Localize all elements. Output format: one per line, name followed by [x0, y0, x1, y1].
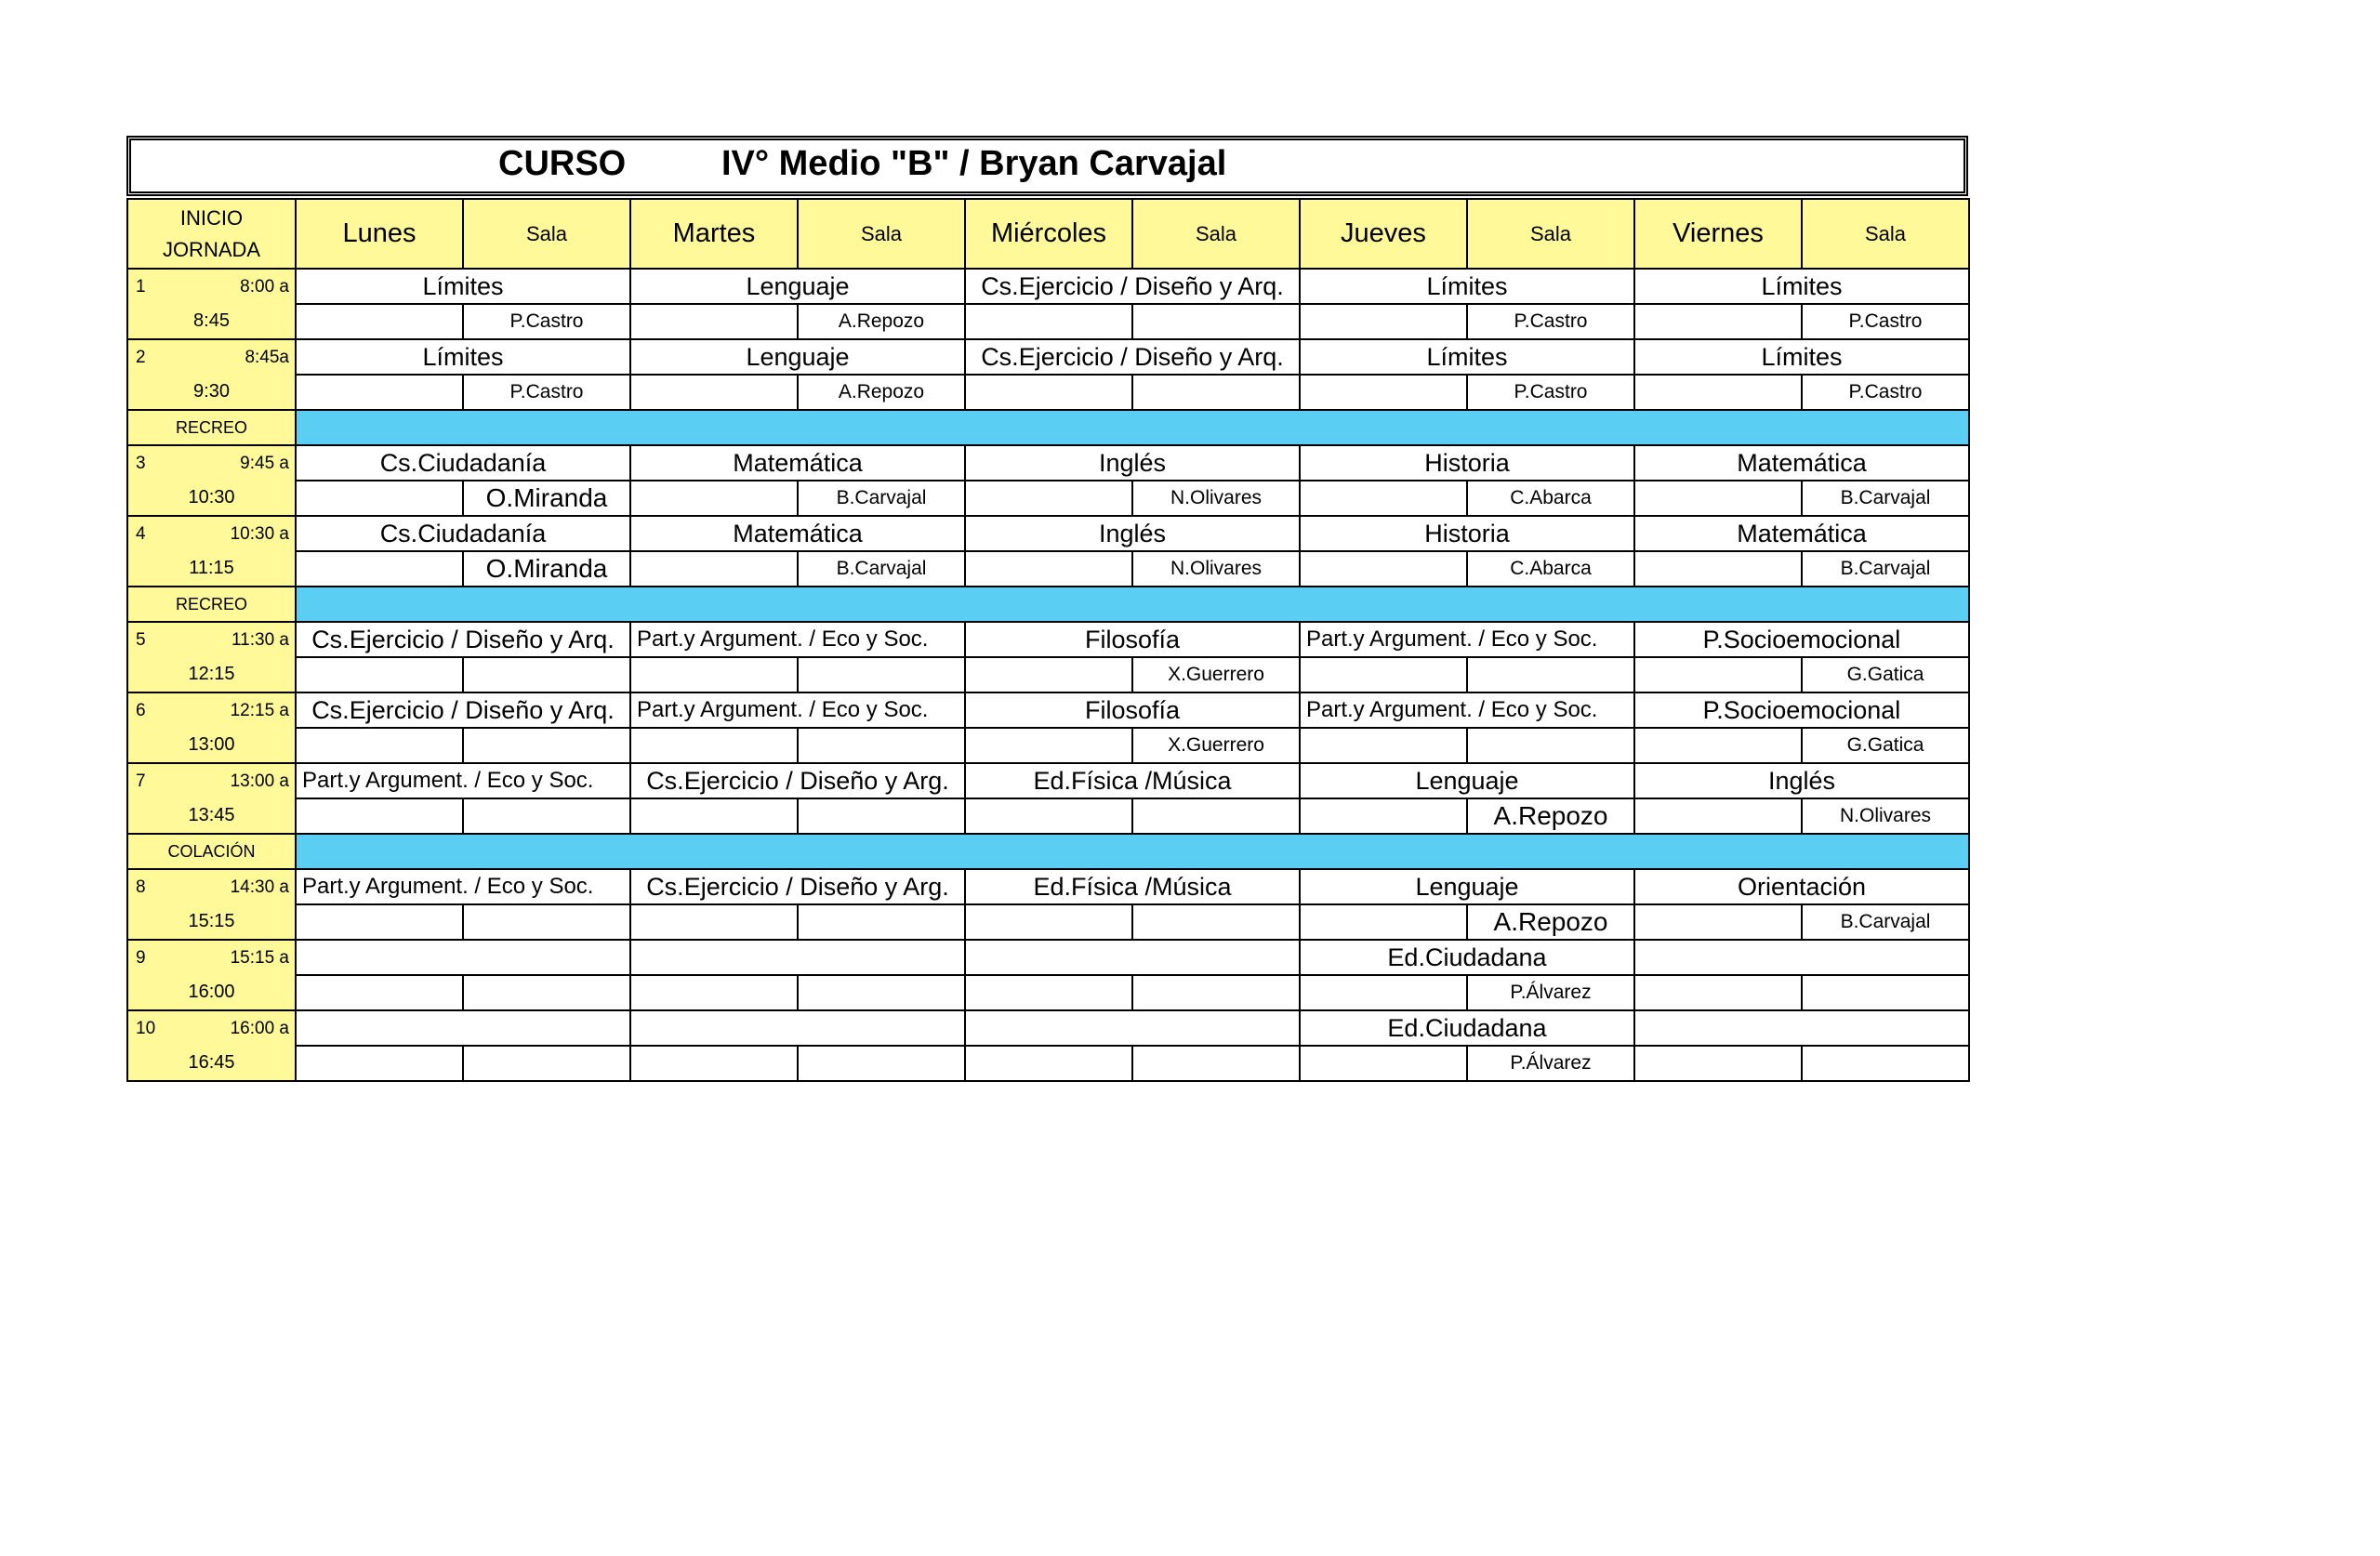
- blank-cell: [965, 375, 1132, 410]
- subject-cell: Ed.Ciudadana: [1300, 940, 1634, 975]
- blank-cell: [630, 481, 798, 516]
- day-header-lunes: Lunes: [296, 199, 463, 269]
- blank-cell: [630, 728, 798, 763]
- time-slot-cell: [127, 445, 296, 516]
- blank-cell: [296, 728, 463, 763]
- subject-cell: [630, 1010, 965, 1046]
- blank-cell: [1634, 551, 1802, 587]
- slot-start-time: 9:45 a: [240, 454, 289, 473]
- blank-cell: [965, 1046, 1132, 1081]
- teacher-cell: [463, 798, 630, 834]
- break-row: [127, 834, 1969, 869]
- slot-row: [127, 763, 1969, 798]
- slot-row: [127, 339, 1969, 375]
- break-row: [127, 587, 1969, 622]
- teacher-cell: [798, 1046, 965, 1081]
- blank-cell: [630, 551, 798, 587]
- blank-cell: [965, 657, 1132, 692]
- schedule-sheet: [126, 136, 1968, 1082]
- teacher-cell: [1132, 904, 1300, 940]
- slot-start-time: 12:15 a: [230, 701, 289, 720]
- slot-row: [127, 692, 1969, 728]
- slot-end-time: 8:45: [193, 310, 230, 331]
- break-bar: [296, 587, 1969, 622]
- teacher-cell: [1467, 657, 1634, 692]
- slot-end-time: 12:15: [188, 664, 235, 684]
- teacher-cell: [463, 657, 630, 692]
- teacher-cell: X.Guerrero: [1132, 728, 1300, 763]
- teacher-cell: P.Álvarez: [1467, 975, 1634, 1010]
- time-slot-cell: [127, 269, 296, 339]
- subject-cell: Lenguaje: [630, 269, 965, 304]
- time-slot-cell: [127, 1010, 296, 1081]
- subject-cell: Inglés: [965, 516, 1300, 551]
- subject-cell: Límites: [1634, 339, 1969, 375]
- teacher-cell: [798, 975, 965, 1010]
- subject-cell: Límites: [1300, 269, 1634, 304]
- blank-cell: [630, 1046, 798, 1081]
- schedule-table: [126, 198, 1970, 1082]
- blank-cell: [965, 975, 1132, 1010]
- subject-cell: Part.y Argument. / Eco y Soc.: [630, 622, 965, 657]
- time-slot-cell: [127, 516, 296, 587]
- teacher-cell: P.Castro: [463, 375, 630, 410]
- subject-cell: P.Socioemocional: [1634, 622, 1969, 657]
- slot-row: [127, 940, 1969, 975]
- teacher-cell: [1467, 728, 1634, 763]
- teacher-cell: P.Álvarez: [1467, 1046, 1634, 1081]
- blank-cell: [1634, 1046, 1802, 1081]
- subject-cell: Cs.Ejercicio / Diseño y Arg.: [630, 763, 965, 798]
- sala-header: Sala: [798, 199, 965, 269]
- day-header-miercoles: Miércoles: [965, 199, 1132, 269]
- teacher-cell: N.Olivares: [1802, 798, 1969, 834]
- break-label: COLACIÓN: [127, 834, 296, 869]
- teacher-cell: P.Castro: [1467, 375, 1634, 410]
- teacher-cell: [798, 798, 965, 834]
- blank-cell: [1634, 728, 1802, 763]
- time-slot-cell: [127, 339, 296, 410]
- subject-cell: Ed.Física /Música: [965, 763, 1300, 798]
- break-row: [127, 410, 1969, 445]
- break-bar: [296, 834, 1969, 869]
- break-bar: [296, 410, 1969, 445]
- blank-cell: [1634, 904, 1802, 940]
- slot-start-time: 10:30 a: [230, 524, 289, 544]
- slot-row: [127, 1010, 1969, 1046]
- subject-cell: Historia: [1300, 516, 1634, 551]
- slot-row: [127, 269, 1969, 304]
- day-header-jueves: Jueves: [1300, 199, 1467, 269]
- teacher-cell: B.Carvajal: [798, 551, 965, 587]
- header-row: [127, 199, 1969, 269]
- blank-cell: [965, 304, 1132, 339]
- title-box: [126, 136, 1968, 196]
- subject-cell: [965, 940, 1300, 975]
- subject-cell: [630, 940, 965, 975]
- teacher-cell: [463, 904, 630, 940]
- jornada-label: JORNADA: [162, 237, 261, 261]
- slot-number: 4: [136, 524, 146, 544]
- slot-number: 9: [136, 948, 146, 968]
- subject-cell: [1634, 940, 1969, 975]
- subject-cell: Límites: [1634, 269, 1969, 304]
- sala-header: Sala: [463, 199, 630, 269]
- subject-cell: Cs.Ejercicio / Diseño y Arq.: [296, 692, 630, 728]
- teacher-cell: [1802, 1046, 1969, 1081]
- blank-cell: [630, 657, 798, 692]
- slot-row: [127, 445, 1969, 481]
- blank-cell: [296, 904, 463, 940]
- time-slot-cell: [127, 763, 296, 834]
- teacher-cell: A.Repozo: [798, 375, 965, 410]
- subject-cell: Filosofía: [965, 692, 1300, 728]
- slot-number: 3: [136, 454, 146, 473]
- subject-cell: Historia: [1300, 445, 1634, 481]
- teacher-cell: P.Castro: [1467, 304, 1634, 339]
- slot-number: 1: [136, 277, 146, 297]
- blank-cell: [1634, 975, 1802, 1010]
- blank-cell: [1300, 551, 1467, 587]
- teacher-cell: G.Gatica: [1802, 657, 1969, 692]
- teacher-cell: X.Guerrero: [1132, 657, 1300, 692]
- slot-number: 5: [136, 630, 146, 650]
- slot-number: 2: [136, 348, 146, 367]
- subject-cell: Matemática: [630, 516, 965, 551]
- subject-cell: [965, 1010, 1300, 1046]
- teacher-cell: A.Repozo: [798, 304, 965, 339]
- slot-prof-row: [127, 798, 1969, 834]
- subject-cell: Cs.Ejercicio / Diseño y Arg.: [630, 869, 965, 904]
- teacher-cell: [1132, 975, 1300, 1010]
- subject-cell: P.Socioemocional: [1634, 692, 1969, 728]
- blank-cell: [1300, 904, 1467, 940]
- teacher-cell: P.Castro: [1802, 304, 1969, 339]
- course-title: IV° Medio "B" / Bryan Carvajal: [721, 144, 1227, 183]
- slot-prof-row: [127, 481, 1969, 516]
- blank-cell: [630, 798, 798, 834]
- teacher-cell: [1132, 375, 1300, 410]
- slot-prof-row: [127, 1046, 1969, 1081]
- blank-cell: [630, 304, 798, 339]
- slot-end-time: 15:15: [188, 911, 235, 931]
- time-slot-cell: [127, 622, 296, 692]
- time-slot-cell: [127, 940, 296, 1010]
- slot-prof-row: [127, 657, 1969, 692]
- subject-cell: Límites: [296, 269, 630, 304]
- slot-end-time: 9:30: [193, 381, 230, 402]
- subject-cell: Part.y Argument. / Eco y Soc.: [296, 869, 630, 904]
- subject-cell: Part.y Argument. / Eco y Soc.: [1300, 622, 1634, 657]
- subject-cell: [1634, 1010, 1969, 1046]
- slot-prof-row: [127, 551, 1969, 587]
- blank-cell: [1300, 975, 1467, 1010]
- blank-cell: [1300, 728, 1467, 763]
- slot-prof-row: [127, 728, 1969, 763]
- teacher-cell: [463, 728, 630, 763]
- teacher-cell: B.Carvajal: [1802, 481, 1969, 516]
- slot-row: [127, 622, 1969, 657]
- blank-cell: [1300, 1046, 1467, 1081]
- teacher-cell: [798, 904, 965, 940]
- blank-cell: [296, 657, 463, 692]
- slot-end-time: 11:15: [189, 558, 234, 578]
- teacher-cell: P.Castro: [463, 304, 630, 339]
- slot-row: [127, 869, 1969, 904]
- teacher-cell: G.Gatica: [1802, 728, 1969, 763]
- subject-cell: Límites: [296, 339, 630, 375]
- blank-cell: [296, 1046, 463, 1081]
- subject-cell: Límites: [1300, 339, 1634, 375]
- blank-cell: [1634, 798, 1802, 834]
- blank-cell: [296, 551, 463, 587]
- blank-cell: [296, 375, 463, 410]
- blank-cell: [965, 904, 1132, 940]
- blank-cell: [296, 798, 463, 834]
- slot-start-time: 15:15 a: [230, 948, 289, 968]
- slot-end-time: 10:30: [188, 487, 235, 508]
- teacher-cell: [463, 1046, 630, 1081]
- subject-cell: Cs.Ejercicio / Diseño y Arq.: [296, 622, 630, 657]
- time-slot-cell: [127, 692, 296, 763]
- teacher-cell: C.Abarca: [1467, 481, 1634, 516]
- subject-cell: Matemática: [1634, 516, 1969, 551]
- teacher-cell: B.Carvajal: [798, 481, 965, 516]
- teacher-cell: [798, 728, 965, 763]
- slot-number: 8: [136, 877, 146, 897]
- subject-cell: Cs.Ciudadanía: [296, 445, 630, 481]
- subject-cell: Filosofía: [965, 622, 1300, 657]
- blank-cell: [965, 798, 1132, 834]
- blank-cell: [1300, 375, 1467, 410]
- blank-cell: [630, 375, 798, 410]
- blank-cell: [1300, 481, 1467, 516]
- subject-cell: Orientación: [1634, 869, 1969, 904]
- blank-cell: [630, 975, 798, 1010]
- teacher-cell: O.Miranda: [463, 551, 630, 587]
- blank-cell: [296, 481, 463, 516]
- slot-number: 7: [136, 771, 146, 791]
- slot-end-time: 16:45: [188, 1052, 235, 1073]
- blank-cell: [1634, 657, 1802, 692]
- teacher-cell: B.Carvajal: [1802, 904, 1969, 940]
- subject-cell: [296, 1010, 630, 1046]
- time-slot-cell: [127, 869, 296, 940]
- break-label: RECREO: [127, 587, 296, 622]
- blank-cell: [1300, 798, 1467, 834]
- subject-cell: [296, 940, 630, 975]
- title-label: CURSO: [498, 144, 627, 183]
- slot-end-time: 16:00: [188, 982, 235, 1002]
- slot-start-time: 16:00 a: [230, 1019, 289, 1038]
- slot-end-time: 13:45: [188, 805, 235, 825]
- blank-cell: [296, 975, 463, 1010]
- blank-cell: [1300, 304, 1467, 339]
- inicio-label: INICIO: [179, 205, 244, 230]
- blank-cell: [965, 481, 1132, 516]
- slot-start-time: 8:45a: [245, 348, 289, 367]
- sala-header: Sala: [1132, 199, 1300, 269]
- teacher-cell: [1132, 798, 1300, 834]
- subject-cell: Cs.Ciudadanía: [296, 516, 630, 551]
- teacher-cell: N.Olivares: [1132, 551, 1300, 587]
- blank-cell: [965, 551, 1132, 587]
- slot-prof-row: [127, 975, 1969, 1010]
- slot-start-time: 13:00 a: [230, 771, 289, 791]
- day-header-viernes: Viernes: [1634, 199, 1802, 269]
- subject-cell: Ed.Física /Música: [965, 869, 1300, 904]
- blank-cell: [1634, 481, 1802, 516]
- teacher-cell: A.Repozo: [1467, 904, 1634, 940]
- teacher-cell: A.Repozo: [1467, 798, 1634, 834]
- slot-end-time: 13:00: [188, 734, 235, 755]
- slot-number: 6: [136, 701, 146, 720]
- sala-header: Sala: [1802, 199, 1969, 269]
- slot-prof-row: [127, 375, 1969, 410]
- subject-cell: Lenguaje: [1300, 763, 1634, 798]
- subject-cell: Lenguaje: [630, 339, 965, 375]
- subject-cell: Part.y Argument. / Eco y Soc.: [1300, 692, 1634, 728]
- blank-cell: [965, 728, 1132, 763]
- teacher-cell: [1132, 1046, 1300, 1081]
- teacher-cell: O.Miranda: [463, 481, 630, 516]
- inicio-jornada-header: [127, 199, 296, 269]
- slot-start-time: 11:30 a: [231, 630, 289, 650]
- teacher-cell: [463, 975, 630, 1010]
- subject-cell: Cs.Ejercicio / Diseño y Arq.: [965, 269, 1300, 304]
- subject-cell: Ed.Ciudadana: [1300, 1010, 1634, 1046]
- subject-cell: Matemática: [1634, 445, 1969, 481]
- teacher-cell: [1802, 975, 1969, 1010]
- teacher-cell: N.Olivares: [1132, 481, 1300, 516]
- blank-cell: [1300, 657, 1467, 692]
- subject-cell: Cs.Ejercicio / Diseño y Arq.: [965, 339, 1300, 375]
- blank-cell: [296, 304, 463, 339]
- blank-cell: [1634, 304, 1802, 339]
- subject-cell: Part.y Argument. / Eco y Soc.: [630, 692, 965, 728]
- blank-cell: [630, 904, 798, 940]
- slot-prof-row: [127, 904, 1969, 940]
- teacher-cell: [798, 657, 965, 692]
- teacher-cell: B.Carvajal: [1802, 551, 1969, 587]
- slot-start-time: 14:30 a: [230, 877, 289, 897]
- slot-row: [127, 516, 1969, 551]
- slot-start-time: 8:00 a: [240, 277, 289, 297]
- slot-prof-row: [127, 304, 1969, 339]
- subject-cell: Matemática: [630, 445, 965, 481]
- teacher-cell: C.Abarca: [1467, 551, 1634, 587]
- day-header-martes: Martes: [630, 199, 798, 269]
- teacher-cell: P.Castro: [1802, 375, 1969, 410]
- teacher-cell: [1132, 304, 1300, 339]
- subject-cell: Lenguaje: [1300, 869, 1634, 904]
- subject-cell: Part.y Argument. / Eco y Soc.: [296, 763, 630, 798]
- subject-cell: Inglés: [965, 445, 1300, 481]
- slot-number: 10: [136, 1019, 156, 1038]
- subject-cell: Inglés: [1634, 763, 1969, 798]
- break-label: RECREO: [127, 410, 296, 445]
- sala-header: Sala: [1467, 199, 1634, 269]
- blank-cell: [1634, 375, 1802, 410]
